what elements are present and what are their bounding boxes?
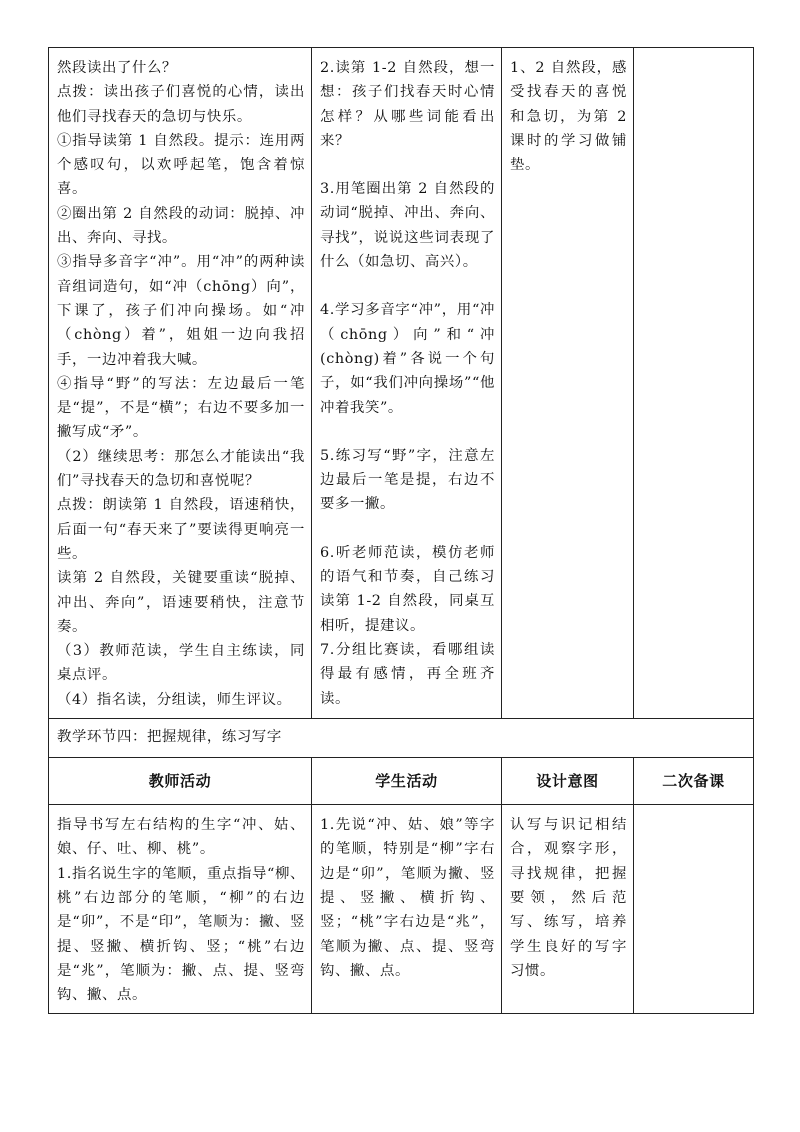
- paragraph: ④指导“野”的写法：左边最后一笔是“提”，不是“横”；右边不要多加一撇写成“矛”。: [57, 375, 305, 441]
- paragraph: （3）教师范读，学生自主练读，同桌点评。: [57, 643, 305, 684]
- paragraph: 2.读第 1-2 自然段，想一想：孩子们找春天时心情怎样？从哪些词能看出来？: [320, 60, 495, 149]
- second-prep-cell: [634, 805, 754, 1014]
- paragraph: ①指导读第 1 自然段。提示：连用两个感叹句，以欢呼起笔，饱含着惊喜。: [57, 132, 305, 198]
- paragraph: 1.指名说生字的笔顺，重点指导“柳、桃”右边部分的笔顺，“柳”的右边是“卯”，不是“印”，笔顺为：撇、竖提、竖撇、横折钩、竖；“桃”右边是“兆”，笔顺为：撇、点、提、竖弯钩、撇、点。: [57, 865, 305, 1004]
- header-row: [49, 758, 754, 805]
- paragraph: 点拨：朗读第 1 自然段，语速稍快，后面一句“春天来了”要读得更响亮一些。: [57, 497, 305, 562]
- paragraph: 5.练习写“野”字，注意左边最后一笔是提，右边不要多一撇。: [320, 447, 495, 513]
- teacher-activity-cell: [49, 805, 312, 1014]
- header-teacher-activity: 教师活动: [49, 758, 312, 805]
- paragraph: 读第 2 自然段，关键要重读“脱掉、冲出、奔向”，语速要稍快，注意节奏。: [57, 570, 305, 635]
- paragraph: 认写与识记相结合，观察字形，寻找规律，把握要领，然后范写、练写，培养学生良好的写字习惯。: [510, 817, 627, 979]
- paragraph: 1、2 自然段，感受找春天的喜悦和急切，为第 2 课时的学习做铺垫。: [510, 60, 633, 174]
- paragraph: （2）继续思考：那怎么才能读出“我们”寻找春天的急切和喜悦呢？: [57, 448, 305, 490]
- header-design-intent: 设计意图: [502, 758, 634, 805]
- table-row: [49, 48, 754, 719]
- design-intent-cell: [502, 805, 634, 1014]
- student-activity-cell: [312, 805, 502, 1014]
- paragraph: 1.先说“冲、姑、娘”等字的笔顺，特别是“柳”字右边是“卯”，笔顺为撇、竖提、竖撇、横折钩、竖；“桃”字右边是“兆”，笔顺为撇、点、提、竖弯钩、撇、点。: [320, 817, 495, 979]
- paragraph: 4.学习多音字“冲”，用“冲（chōng）向”和“冲(chòng)着”各说一个句子，如“我们冲向操场”“他冲着我笑”。: [320, 302, 495, 416]
- lesson-plan-table: [48, 47, 754, 1014]
- second-prep-cell: [634, 48, 754, 719]
- paragraph: 然段读出了什么？: [57, 60, 177, 76]
- paragraph: 点拨：读出孩子们喜悦的心情，读出他们寻找春天的急切与快乐。: [57, 84, 305, 125]
- table-row: [49, 805, 754, 1014]
- paragraph: ②圈出第 2 自然段的动词：脱掉、冲出、奔向、寻找。: [57, 205, 305, 247]
- header-second-prep: 二次备课: [634, 758, 754, 805]
- paragraph: 3.用笔圈出第 2 自然段的动词“脱掉、冲出、奔向、寻找”，说说这些词表现了什么（如急切、高兴）。: [320, 181, 495, 271]
- section-title: 教学环节四：把握规律，练习写字: [49, 719, 754, 758]
- teacher-activity-cell: [49, 48, 312, 719]
- design-intent-cell: [502, 48, 634, 719]
- paragraph: 7.分组比赛读，看哪组读得最有感情，再全班齐读。: [320, 641, 495, 707]
- paragraph: ③指导多音字“冲”。用“冲”的两种读音组词造句，如“冲（chōng）向”，下课了，孩子们冲向操场。如“冲（chòng）着”，姐姐一边向我招手，一边冲着我大喊。: [57, 254, 305, 368]
- section-row: [49, 719, 754, 758]
- student-activity-cell: [312, 48, 502, 719]
- paragraph: （4）指名读，分组读，师生评议。: [57, 691, 292, 708]
- header-student-activity: 学生活动: [312, 758, 502, 805]
- paragraph: 6.听老师范读，模仿老师的语气和节奏，自己练习读第 1-2 自然段，同桌互相听，提建议。: [320, 544, 495, 634]
- paragraph: 指导书写左右结构的生字“冲、姑、娘、仔、吐、柳、桃”。: [57, 817, 305, 858]
